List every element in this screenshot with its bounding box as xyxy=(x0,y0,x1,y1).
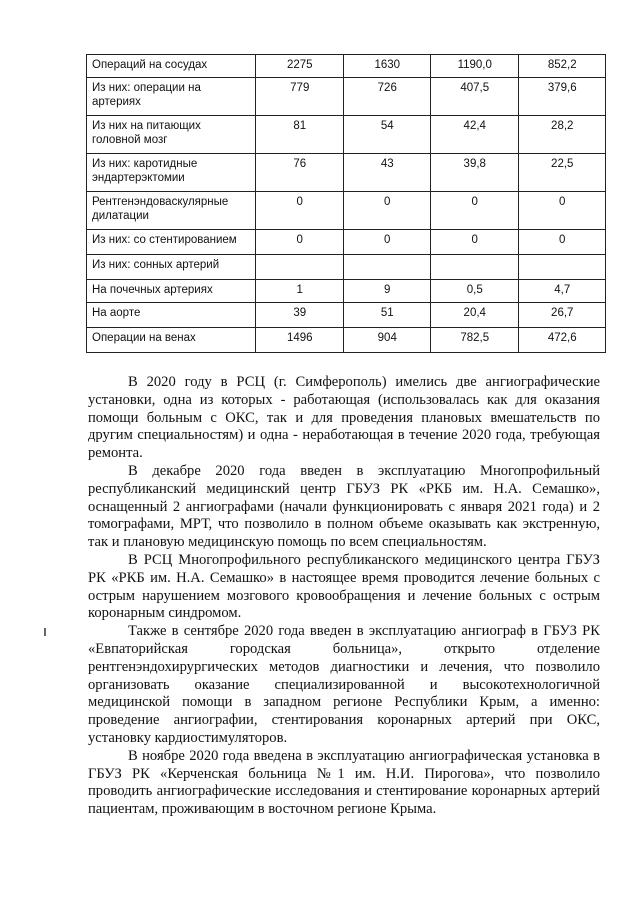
table-cell: 0,5 xyxy=(431,280,519,303)
row-label: Из них: каротидные эндартерэктомии xyxy=(87,154,256,192)
row-label: Операции на венах xyxy=(87,328,256,353)
table-row xyxy=(87,116,606,154)
table-cell: 43 xyxy=(343,154,431,192)
row-label: На почечных артериях xyxy=(87,280,256,303)
table-cell: 1496 xyxy=(256,328,344,353)
table-cell: 0 xyxy=(431,230,519,255)
table-cell: 0 xyxy=(343,230,431,255)
table-cell: 20,4 xyxy=(431,303,519,328)
row-label: Из них на питающих головной мозг xyxy=(87,116,256,154)
table-row xyxy=(87,55,606,78)
row-label: Из них: операции на артериях xyxy=(87,78,256,116)
margin-mark xyxy=(44,628,46,636)
table-body xyxy=(87,55,606,353)
table-cell xyxy=(431,255,519,280)
paragraph-1: В 2020 году в РСЦ (г. Симферополь) имелись две ангиографические установки, одна из которых - работающая (использовалась как для оказания помощи больным с ОКС, так и для проведения плановых вмешательств по другим специальностям) и одна - неработающая в течение 2020 года, требующая ремонта. xyxy=(88,374,600,462)
paragraph-4: Также в сентябре 2020 года введен в эксплуатацию ангиограф в ГБУЗ РК «Евпаторийская городская больница», открыто отделение рентгенэндохирургических методов диагностики и лечения, что позволило организовать оказание специализированной и высокотехнологичной медицинской помощи в западном регионе Республики Крым, а именно: проведение ангиографии, стентирования коронарных артерий при ОКС, установку кардиостимуляторов. xyxy=(88,623,600,746)
table-row xyxy=(87,280,606,303)
table-cell: 1630 xyxy=(343,55,431,78)
table-cell xyxy=(256,255,344,280)
table-cell: 379,6 xyxy=(518,78,606,116)
table-cell xyxy=(343,255,431,280)
table-cell: 28,2 xyxy=(518,116,606,154)
table-cell: 81 xyxy=(256,116,344,154)
table-cell: 42,4 xyxy=(431,116,519,154)
document-body xyxy=(88,374,600,819)
table-cell: 4,7 xyxy=(518,280,606,303)
paragraph-2: В декабре 2020 года введен в эксплуатацию Многопрофильный республиканский медицинский центр ГБУЗ РК «РКБ им. Н.А. Семашко», оснащенный 2 ангиографами (начали функционировать с января 2021 года) и 2 томографами, МРТ, что позволило в полном объеме оказывать как экстренную, так и плановую медицинскую помощь по всем специальностям. xyxy=(88,462,600,551)
table-cell: 472,6 xyxy=(518,328,606,353)
table-cell: 0 xyxy=(256,192,344,230)
table-row xyxy=(87,192,606,230)
table-cell: 1 xyxy=(256,280,344,303)
table-cell: 54 xyxy=(343,116,431,154)
table-cell: 0 xyxy=(431,192,519,230)
row-label: Рентгенэндоваскулярные дилатации xyxy=(87,192,256,230)
row-label: Операций на сосудах xyxy=(87,55,256,78)
table-cell: 0 xyxy=(256,230,344,255)
table-cell: 9 xyxy=(343,280,431,303)
table-cell: 22,5 xyxy=(518,154,606,192)
table-cell: 852,2 xyxy=(518,55,606,78)
table-cell: 779 xyxy=(256,78,344,116)
table-cell: 904 xyxy=(343,328,431,353)
row-label: Из них: со стентированием xyxy=(87,230,256,255)
table-cell: 51 xyxy=(343,303,431,328)
table-cell: 0 xyxy=(343,192,431,230)
paragraph-3: В РСЦ Многопрофильного республиканского медицинского центра ГБУЗ РК «РКБ им. Н.А. Семашко» в настоящее время проводится лечение больных с острым нарушением мозгового кровообращения и лечение больных с острым коронарным синдромом. xyxy=(88,551,600,622)
table-row xyxy=(87,328,606,353)
paragraph-5: В ноябре 2020 года введена в эксплуатацию ангиографическая установка в ГБУЗ РК «Керченская больница №1 им. Н.И. Пирогова», что позволило проводить ангиографические исследования и стентирование коронарных артерий пациентам, проживающим в восточном регионе Крыма. xyxy=(88,747,600,818)
table-cell: 26,7 xyxy=(518,303,606,328)
table-row xyxy=(87,255,606,280)
row-label: Из них: сонных артерий xyxy=(87,255,256,280)
table-cell: 1190,0 xyxy=(431,55,519,78)
table-cell: 726 xyxy=(343,78,431,116)
table-cell: 0 xyxy=(518,230,606,255)
table-cell xyxy=(518,255,606,280)
table-row xyxy=(87,230,606,255)
row-label: На аорте xyxy=(87,303,256,328)
table-row xyxy=(87,303,606,328)
table-cell: 39,8 xyxy=(431,154,519,192)
table-cell: 407,5 xyxy=(431,78,519,116)
table-row xyxy=(87,78,606,116)
table-cell: 76 xyxy=(256,154,344,192)
table-cell: 782,5 xyxy=(431,328,519,353)
table-cell: 39 xyxy=(256,303,344,328)
table-row xyxy=(87,154,606,192)
surgery-stats-table xyxy=(86,54,606,353)
table-cell: 2275 xyxy=(256,55,344,78)
table-cell: 0 xyxy=(518,192,606,230)
